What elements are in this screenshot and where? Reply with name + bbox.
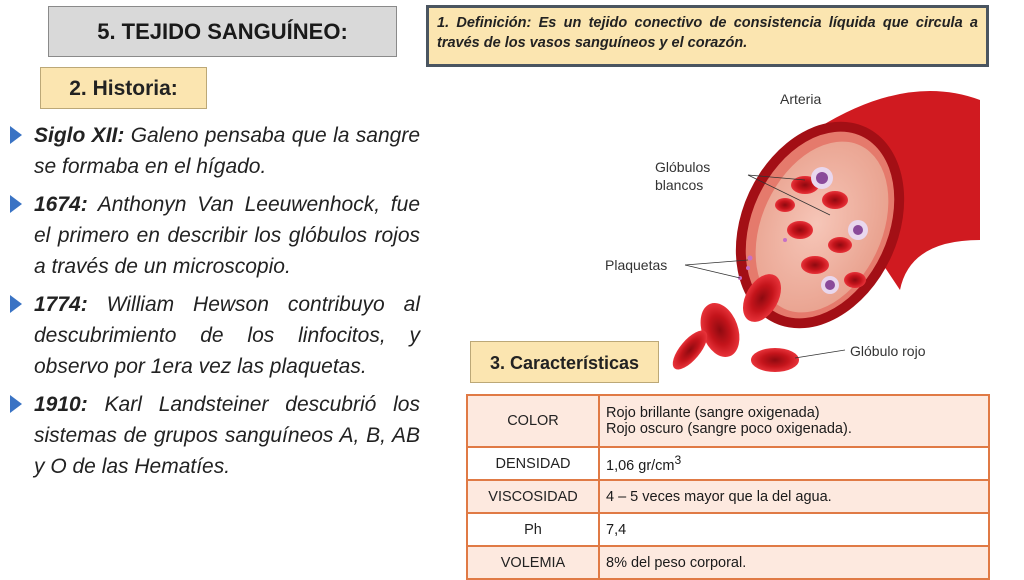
table-value: 4 – 5 veces mayor que la del agua. [599,480,989,513]
bullet-arrow-icon [10,295,22,313]
slide-title: 5. TEJIDO SANGUÍNEO: [48,6,397,57]
table-row [467,447,989,480]
table-key: COLOR [467,395,599,447]
table-key: DENSIDAD [467,447,599,480]
history-year: 1774: [34,293,88,316]
history-list [10,120,420,489]
table-row [467,546,989,579]
history-heading: 2. Historia: [40,67,207,109]
table-value: 7,4 [599,513,989,546]
label-arteria: Arteria [780,91,822,107]
bullet-arrow-icon [10,395,22,413]
table-row [467,513,989,546]
artery-illustration [600,80,980,380]
definition-box: 1. Definición: Es un tejido conectivo de consistencia líquida que circula a través de los vasos sanguíneos y el corazón. [426,5,989,67]
table-value: 1,06 $gr/cm^3$ [599,447,989,480]
history-year: 1674: [34,193,88,216]
table-value: Rojo brillante (sangre oxigenada) Rojo oscuro (sangre poco oxigenada). [599,395,989,447]
history-text: Galeno pensaba que la sangre se formaba en el hígado. [34,124,420,178]
label-globulo-rojo: Glóbulo rojo [850,343,926,359]
table-row [467,480,989,513]
history-text: Karl Landsteiner descubrió los sistemas de grupos sanguíneos A, B, AB y O de las Hematíes. [34,393,420,478]
label-plaquetas: Plaquetas [605,257,668,273]
history-text: William Hewson contribuyo al descubrimiento de los linfocitos, y observo por 1era vez las plaquetas. [34,293,420,378]
history-year: 1910: [34,393,88,416]
characteristics-table [466,394,990,580]
history-item [10,389,420,482]
characteristics-heading: 3. Características [470,341,659,383]
history-item [10,120,420,182]
table-row [467,395,989,447]
history-item [10,289,420,382]
history-text: Anthonyn Van Leeuwenhock, fue el primero en describir los glóbulos rojos a través de un microscopio. [34,193,420,278]
table-key: Ph [467,513,599,546]
table-value: 8% del peso corporal. [599,546,989,579]
history-year: Siglo XII: [34,124,125,147]
table-key: VISCOSIDAD [467,480,599,513]
label-globulos-blancos-2: blancos [655,177,704,193]
bullet-arrow-icon [10,195,22,213]
bullet-arrow-icon [10,126,22,144]
history-item [10,189,420,282]
label-globulos-blancos: Glóbulos [655,159,711,175]
table-key: VOLEMIA [467,546,599,579]
